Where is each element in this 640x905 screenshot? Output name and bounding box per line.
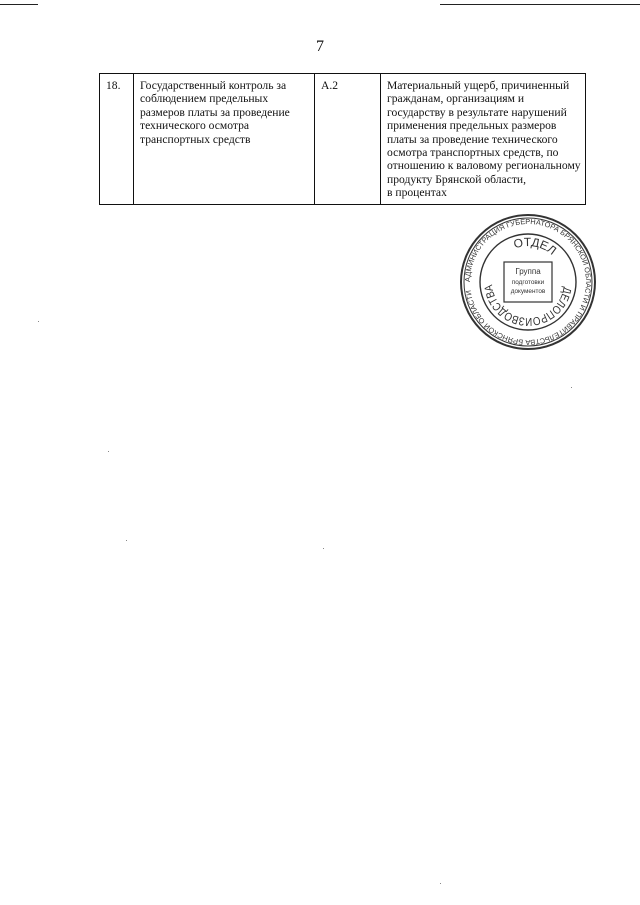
row-number: 18. [106, 79, 121, 92]
control-name-line: Государственный контроль за [140, 79, 287, 92]
stamp-center-line: подготовки [511, 279, 545, 286]
indicator-description [387, 79, 581, 200]
control-name-line: размеров платы за проведение [140, 105, 290, 119]
description-line: осмотра транспортных средств, по [387, 146, 559, 160]
scan-speck [108, 451, 109, 452]
description-line: государству в результате нарушений [387, 105, 567, 119]
scan-speck [38, 321, 39, 322]
scan-speck [571, 387, 572, 388]
stamp-department-title: ОТДЕЛ [512, 234, 560, 258]
description-line: отношению к валовому региональному [387, 159, 581, 173]
scan-speck [126, 540, 127, 541]
table-row [100, 74, 586, 205]
stamp-outer-text: АДМИНИСТРАЦИЯ ГУБЕРНАТОРА БРЯНСКОЙ ОБЛАСТИ И ПРАВИТЕЛЬСТВА БРЯНСКОЙ ОБЛАСТИ [462, 216, 594, 348]
top-edge-line-left [0, 4, 38, 5]
indicator-description-cell [381, 74, 586, 205]
description-line: платы за проведение технического [387, 132, 558, 146]
indicators-table [99, 73, 586, 205]
indicator-code-cell [315, 74, 381, 205]
control-name [140, 79, 310, 146]
description-line: Материальный ущерб, причиненный [387, 79, 570, 92]
scan-speck [440, 883, 441, 884]
control-name-cell [134, 74, 315, 205]
control-name-line: соблюдением предельных [140, 92, 269, 106]
top-edge-line-right [440, 4, 640, 5]
indicator-code: А.2 [321, 79, 339, 92]
description-line: применения предельных размеров [387, 119, 557, 133]
control-name-line: технического осмотра [140, 119, 250, 133]
description-line: гражданам, организациям и [387, 92, 525, 106]
stamp-center-line: Группа [515, 267, 541, 276]
description-line: продукту Брянской области, [387, 172, 526, 186]
stamp-department-ring: ДЕЛОПРОИЗВОДСТВА [482, 282, 573, 328]
official-stamp [459, 213, 597, 351]
control-name-line: транспортных средств [140, 132, 251, 146]
description-line: в процентах [387, 186, 447, 200]
scan-speck [323, 548, 324, 549]
stamp-graphic [459, 213, 597, 351]
page-number: 7 [316, 38, 324, 55]
row-number-cell [100, 74, 134, 205]
stamp-center-line: документов [510, 288, 546, 295]
